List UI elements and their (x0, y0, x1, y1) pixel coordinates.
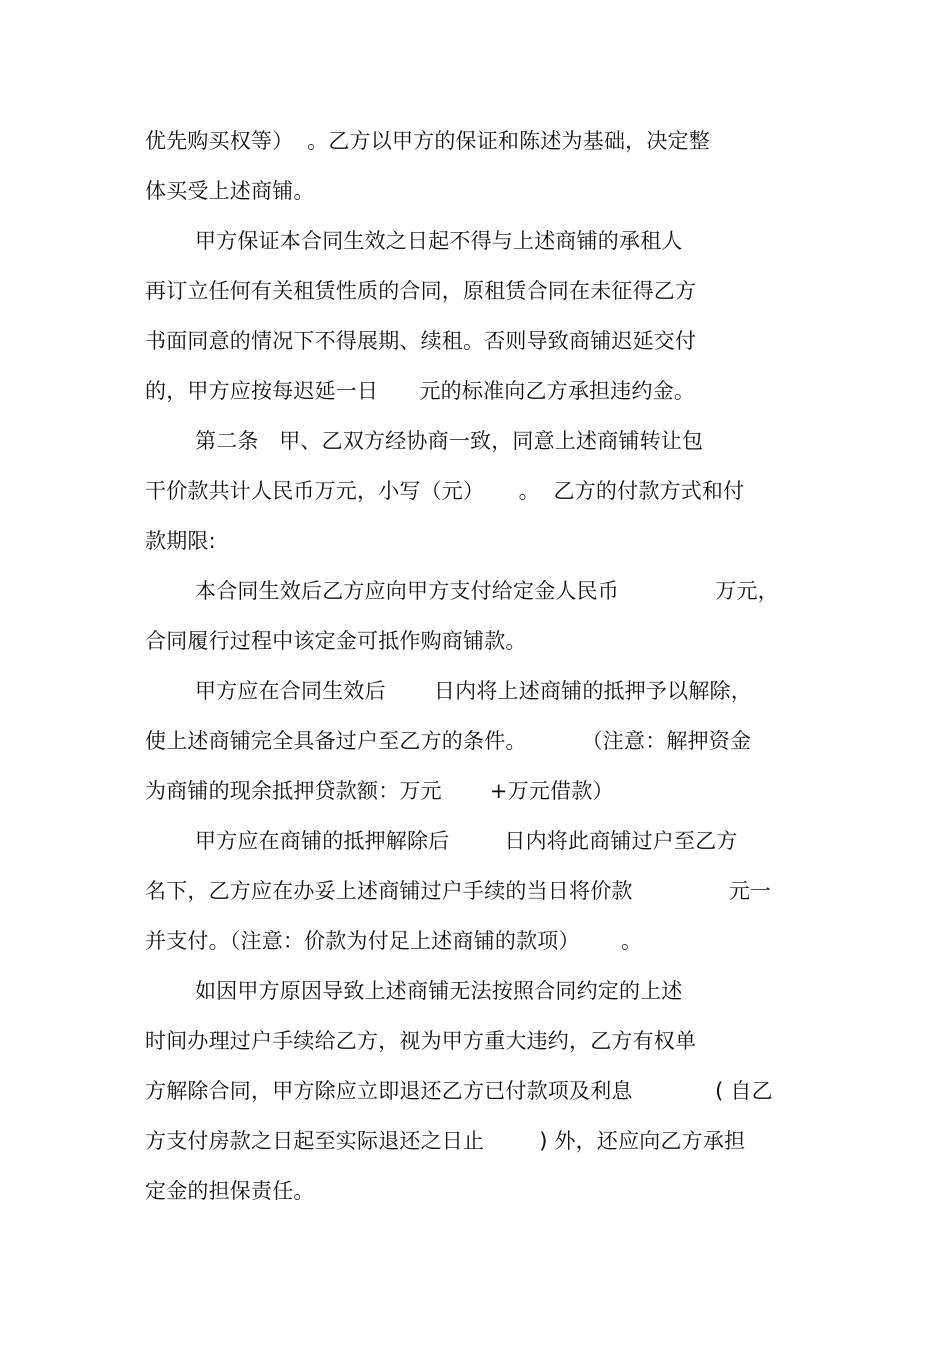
text-line: 的，甲方应按每迟延一日 元的标准向乙方承担违约金。 (145, 379, 696, 403)
text-line: 优先购买权等） 。乙方以甲方的保证和陈述为基础，决定整 (145, 129, 710, 153)
text-line: 名下，乙方应在办妥上述商铺过户手续的当日将价款 元一 (145, 879, 772, 903)
text-line: 方解除合同，甲方除应立即退还乙方已付款项及利息 ( 自乙 (145, 1079, 773, 1103)
text-line: 款期限: (145, 529, 216, 553)
text-line: 合同履行过程中该定金可抵作购商铺款。 (145, 629, 527, 653)
text-line: 使上述商铺完全具备过户至乙方的条件。 （注意：解押资金 (145, 729, 752, 753)
text-line: 时间办理过户手续给乙方，视为甲方重大违约，乙方有权单 (145, 1029, 697, 1053)
text-line: 并支付。（注意：价款为付足上述商铺的款项） 。 (145, 929, 643, 953)
text-line: 书面同意的情况下不得展期、续租。否则导致商铺迟延交付 (145, 329, 697, 353)
text-line: 再订立任何有关租赁性质的合同，原租赁合同在未征得乙方 (145, 279, 697, 303)
text-line: 为商铺的现余抵押贷款额：万元 +万元借款） (145, 779, 614, 803)
text-line: 如因甲方原因导致上述商铺无法按照合同约定的上述 (195, 979, 683, 1003)
text-line: 甲方应在合同生效后 日内将上述商铺的抵押予以解除， (195, 679, 752, 703)
text-line: 定金的担保责任。 (145, 1179, 315, 1203)
text-line: 本合同生效后乙方应向甲方支付给定金人民币 万元， (195, 579, 779, 603)
text-line: 甲方保证本合同生效之日起不得与上述商铺的承租人 (195, 229, 683, 253)
text-line: 方支付房款之日起至实际退还之日止 ) 外，还应向乙方承担 (145, 1129, 746, 1153)
text-line: 体买受上述商铺。 (145, 179, 315, 203)
text-line: 第二条 甲、乙双方经协商一致，同意上述商铺转让包 (195, 429, 704, 453)
text-line: 干价款共计人民币万元，小写（元） 。 乙方的付款方式和付 (145, 479, 745, 503)
text-line: 甲方应在商铺的抵押解除后 日内将此商铺过户至乙方 (195, 829, 738, 853)
